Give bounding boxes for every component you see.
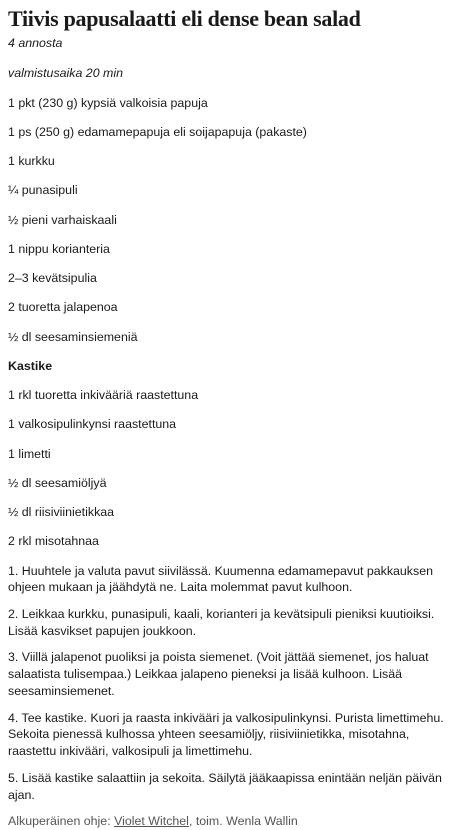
instruction-step: 3. Viillä jalapenot puoliksi ja poista siemenet. (Voit jättää siemenet, jos haluat salaatista tulisempaa.) Leikkaa jalapeno pieneksi ja lisää kulhoon. Lisää seesaminsiemenet.	[8, 650, 429, 698]
dressing-item: 1 valkosipulinkynsi raastettuna	[8, 417, 177, 432]
ingredient-item: 1 kurkku	[8, 154, 55, 169]
ingredient-item: ½ pieni varhaiskaali	[8, 212, 117, 227]
instruction-step: 4. Tee kastike. Kuori ja raasta inkivääri ja valkosipulinkynsi. Purista limettimehu. Sekoita pienessä kulhossa yhteen seesamiöljy, riisiviinietikka, misotahna, raastettu inkivääri, valkosipuli ja limettimehu.	[8, 710, 444, 759]
credit-suffix: , toim. Wenla Wallin	[188, 814, 298, 829]
ingredient-item: 1 nippu korianteria	[8, 241, 110, 256]
ingredient-item: 1 ps (250 g) edamamepapuja eli soijapapuja (pakaste)	[8, 125, 307, 139]
author-link[interactable]: Violet Witchel	[114, 814, 189, 829]
instruction-step: 5. Lisää kastike salaattiin ja sekoita. Säilytä jääkaapissa enintään neljän päivän ajan.	[8, 770, 442, 802]
dressing-list	[8, 387, 455, 550]
dressing-item: 1 rkl tuoretta inkivääriä raastettuna	[8, 388, 199, 403]
ingredient-list	[8, 95, 455, 346]
ingredient-item: 2 tuoretta jalapenoa	[8, 300, 118, 315]
dressing-item: ½ dl seesamiöljyä	[8, 475, 107, 490]
credit-prefix: Alkuperäinen ohje:	[8, 814, 115, 829]
dressing-item: ½ dl riisiviinietikkaa	[8, 505, 115, 520]
ingredient-item: 2–3 kevätsipulia	[8, 271, 97, 286]
recipe-title: Tiivis papusalaatti eli dense bean salad	[8, 6, 361, 31]
ingredient-item: ½ dl seesaminsiemeniä	[8, 329, 138, 344]
instruction-step: 2. Leikkaa kurkku, punasipuli, kaali, korianteri ja kevätsipuli pieniksi kuutioiksi. Lisää kasvikset papujen joukkoon.	[8, 606, 435, 638]
dressing-heading: Kastike	[8, 358, 53, 373]
dressing-item: 2 rkl misotahnaa	[8, 534, 99, 549]
prep-time: valmistusaika 20 min	[8, 66, 124, 81]
ingredient-item: 1 pkt (230 g) kypsiä valkoisia papuja	[8, 95, 208, 110]
ingredient-item: ¼ punasipuli	[8, 183, 78, 198]
instruction-step: 1. Huuhtele ja valuta pavut siivilässä. Kuumenna edamamepavut pakkauksen ohjeen mukaan ja jäähdytä ne. Laita molemmat pavut kulhoon.	[8, 563, 433, 595]
dressing-item: 1 limetti	[8, 446, 51, 461]
instruction-steps	[8, 563, 455, 804]
recipe-credit	[8, 813, 455, 830]
servings: 4 annosta	[8, 36, 63, 51]
